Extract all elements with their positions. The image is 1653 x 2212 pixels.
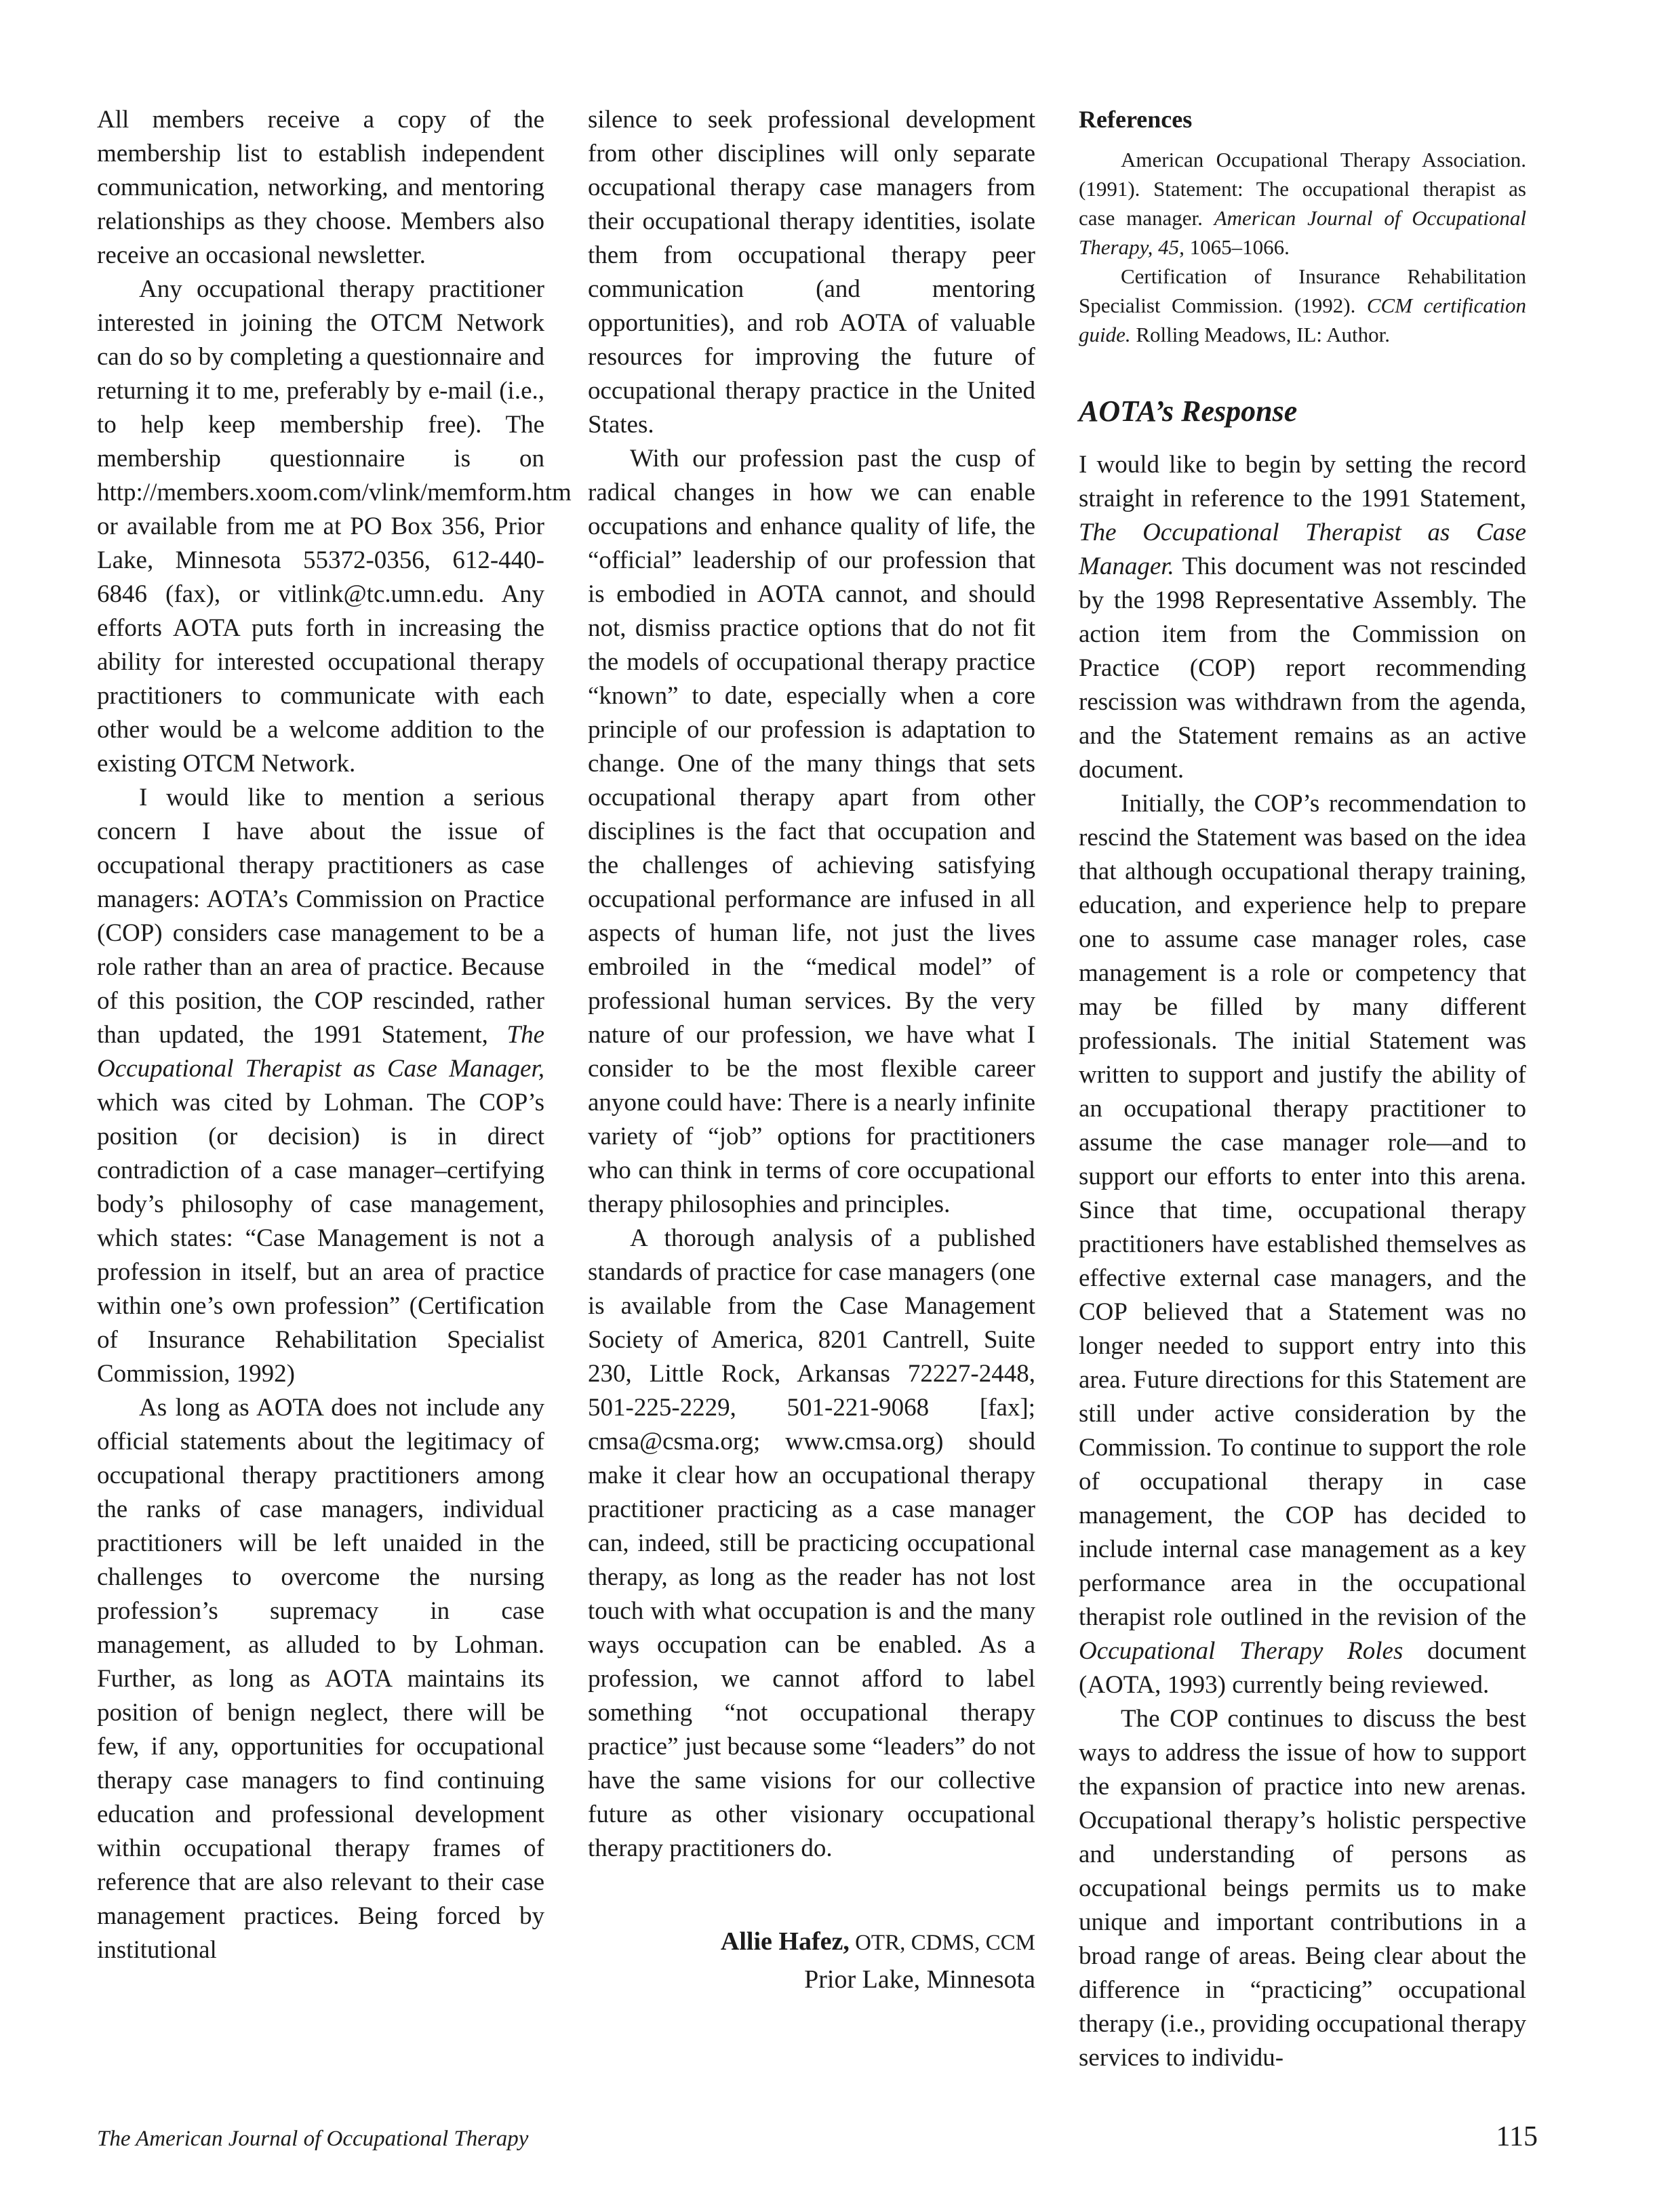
signature-credentials: OTR, CDMS, CCM — [849, 1931, 1035, 1955]
cited-work-title: The Occupational Therapist as Case Manager. — [1079, 519, 1526, 580]
text-run: Rolling Meadows, IL: Author. — [1130, 323, 1390, 346]
text-run: Initially, the COP’s recommendation to rescind the Statement was based on the idea that although occupational therapy training, education, and experience help to prepare one to assume case manager roles, case management is a role or competency that may be filled by many different professionals. The initial Statement was written to support and justify the ability of an occupational therapy practitioner to assume the case manager role—and to support our efforts to enter into this arena. Since that time, occupational therapy practitioners have established themselves as effective external case managers, and the COP believed that a Statement was no longer needed to support entry into this area. Future directions for this Statement are still under active consideration by the Commission. To continue to support the role of occupational therapy in case management, the COP has decided to include internal case management as a key performance area in the occupational therapist role outlined in the revision of the — [1079, 790, 1526, 1631]
reference-entry — [1079, 262, 1526, 349]
journal-title-italic: American Journal of Occupational Therapy, 45, — [1079, 206, 1526, 259]
text-run: I would like to begin by setting the record straight in reference to the 1991 Statement, — [1079, 451, 1526, 512]
column-2 — [588, 103, 1035, 2075]
cited-work-title: The Occupational Therapist as Case Manager, — [97, 1021, 544, 1083]
paragraph — [1079, 787, 1526, 1702]
text-run: I would like to mention a serious concern I have about the issue of occupational therapy practitioners as case managers: AOTA’s Commission on Practice (COP) considers case management to be a role rather than an area of practice. Because of this position, the COP rescinded, rather than updated, the 1991 Statement, — [97, 784, 544, 1049]
signature-block — [588, 1923, 1035, 1998]
reference-entry — [1079, 145, 1526, 262]
paragraph: All members receive a copy of the membership list to establish independent communication, networking, and mentoring relationships as they choose. Members also receive an occasional newsletter. — [97, 106, 544, 269]
paragraph — [1079, 448, 1526, 787]
references-list — [1079, 145, 1526, 349]
paragraph: The COP continues to discuss the best ways to address the issue of how to support the expansion of practice into new arenas. Occupational therapy’s holistic perspective and understanding of persons as occupational beings permits us to make unique and important contributions in a broad range of areas. Being clear about the difference in “practicing” occupational therapy (i.e., providing occupational therapy services to individu- — [1079, 1705, 1526, 2072]
signature-location: Prior Lake, Minnesota — [804, 1965, 1035, 1994]
text-run: American Occupational Therapy Association. (1991). Statement: The occupational therapist as case manager. — [1079, 148, 1526, 230]
signature-line — [588, 1923, 1035, 1961]
paragraph: Any occupational therapy practitioner interested in joining the OTCM Network can do so by completing a questionnaire and returning it to me, preferably by e-mail (i.e., to help keep membership free). The membership questionnaire is on http://members.xoom.com/vlink/memform.htm or available from me at PO Box 356, Prior Lake, Minnesota 55372-0356, 612-440-6846 (fax), or vitlink@tc.umn.edu. Any efforts AOTA puts forth in increasing the ability for interested occupational therapy practitioners to communicate with each other would be a welcome addition to the existing OTCM Network. — [97, 275, 572, 778]
column-1 — [97, 103, 572, 2075]
text-run: document (AOTA, 1993) currently being reviewed. — [1079, 1637, 1526, 1699]
text-run: which was cited by Lohman. The COP’s position (or decision) is in direct contradiction of a case manager–certifying body’s philosophy of case management, which states: “Case Management is not a profession in itself, but an area of practice within one’s own profession” (Certification of Insurance Rehabilitation Specialist Commission, 1992) — [97, 1089, 544, 1388]
page-number: 115 — [1496, 2121, 1538, 2152]
paragraph: As long as AOTA does not include any official statements about the legitimacy of occupational therapy practitioners among the ranks of case managers, individual practitioners will be left unaided in the challenges to overcome the nursing profession’s supremacy in case management, as alluded to by Lohman. Further, as long as AOTA maintains its position of benign neglect, there will be few, if any, opportunities for occupational therapy case managers to find continuing education and professional development within occupational therapy frames of reference that are also relevant to their case management practices. Being forced by institutional — [97, 1394, 544, 1964]
references-heading: References — [1079, 106, 1193, 133]
column-3 — [1079, 103, 1526, 2075]
text-run: Certification of Insurance Rehabilitation Specialist Commission. (1992). — [1079, 264, 1526, 317]
page-footer — [0, 2120, 1653, 2153]
footer-journal-title: The American Journal of Occupational Therapy — [97, 2127, 529, 2151]
cited-work-title: Occupational Therapy Roles — [1079, 1637, 1403, 1665]
text-run: This document was not rescinded by the 1998 Representative Assembly. The action item from the Commission on Practice (COP) report recommending rescission was withdrawn from the agenda, and the Statement remains as an active document. — [1079, 552, 1526, 784]
paragraph: silence to seek professional development from other disciplines will only separate occupational therapy case managers from their occupational therapy identities, isolate them from occupational therapy peer communication (and mentoring opportunities), and rob AOTA of valuable resources for improving the future of occupational therapy practice in the United States. — [588, 106, 1035, 439]
paragraph — [97, 781, 544, 1391]
signature-name: Allie Hafez, — [720, 1927, 850, 1956]
paragraph: With our profession past the cusp of radical changes in how we can enable occupations and enhance quality of life, the “official” leadership of our profession that is embodied in AOTA cannot, and should not, dismiss practice options that do not fit the models of occupational therapy practice “known” to date, especially when a core principle of our profession is adaptation to change. One of the many things that sets occupational therapy apart from other disciplines is the fact that occupation and the challenges of achieving satisfying occupational performance are infused in all aspects of human life, not just the lives embroiled in the “medical model” of professional human services. By the very nature of our profession, we have what I consider to be the most flexible career anyone could have: There is a nearly infinite variety of “job” options for practitioners who can think in terms of core occupational therapy philosophies and principles. — [588, 445, 1035, 1218]
text-run: 1065–1066. — [1184, 235, 1290, 259]
aota-response-heading: AOTA’s Response — [1079, 395, 1298, 428]
cited-work-title: CCM certification guide. — [1079, 294, 1527, 346]
paragraph: A thorough analysis of a published standards of practice for case managers (one is available from the Case Management Society of America, 8201 Cantrell, Suite 230, Little Rock, Arkansas 72227-2448, 501-225-2229, 501-221-9068 [fax]; cmsa@csma.org; www.cmsa.org) should make it clear how an occupational therapy practitioner practicing as a case manager can, indeed, still be practicing occupational therapy, as long as the reader has not lost touch with what occupation is and the many ways occupation can be enabled. As a profession, we cannot afford to label something “not occupational therapy practice” just because some “leaders” do not have the same visions for our collective future as other visionary occupational therapy practitioners do. — [588, 1224, 1035, 1862]
